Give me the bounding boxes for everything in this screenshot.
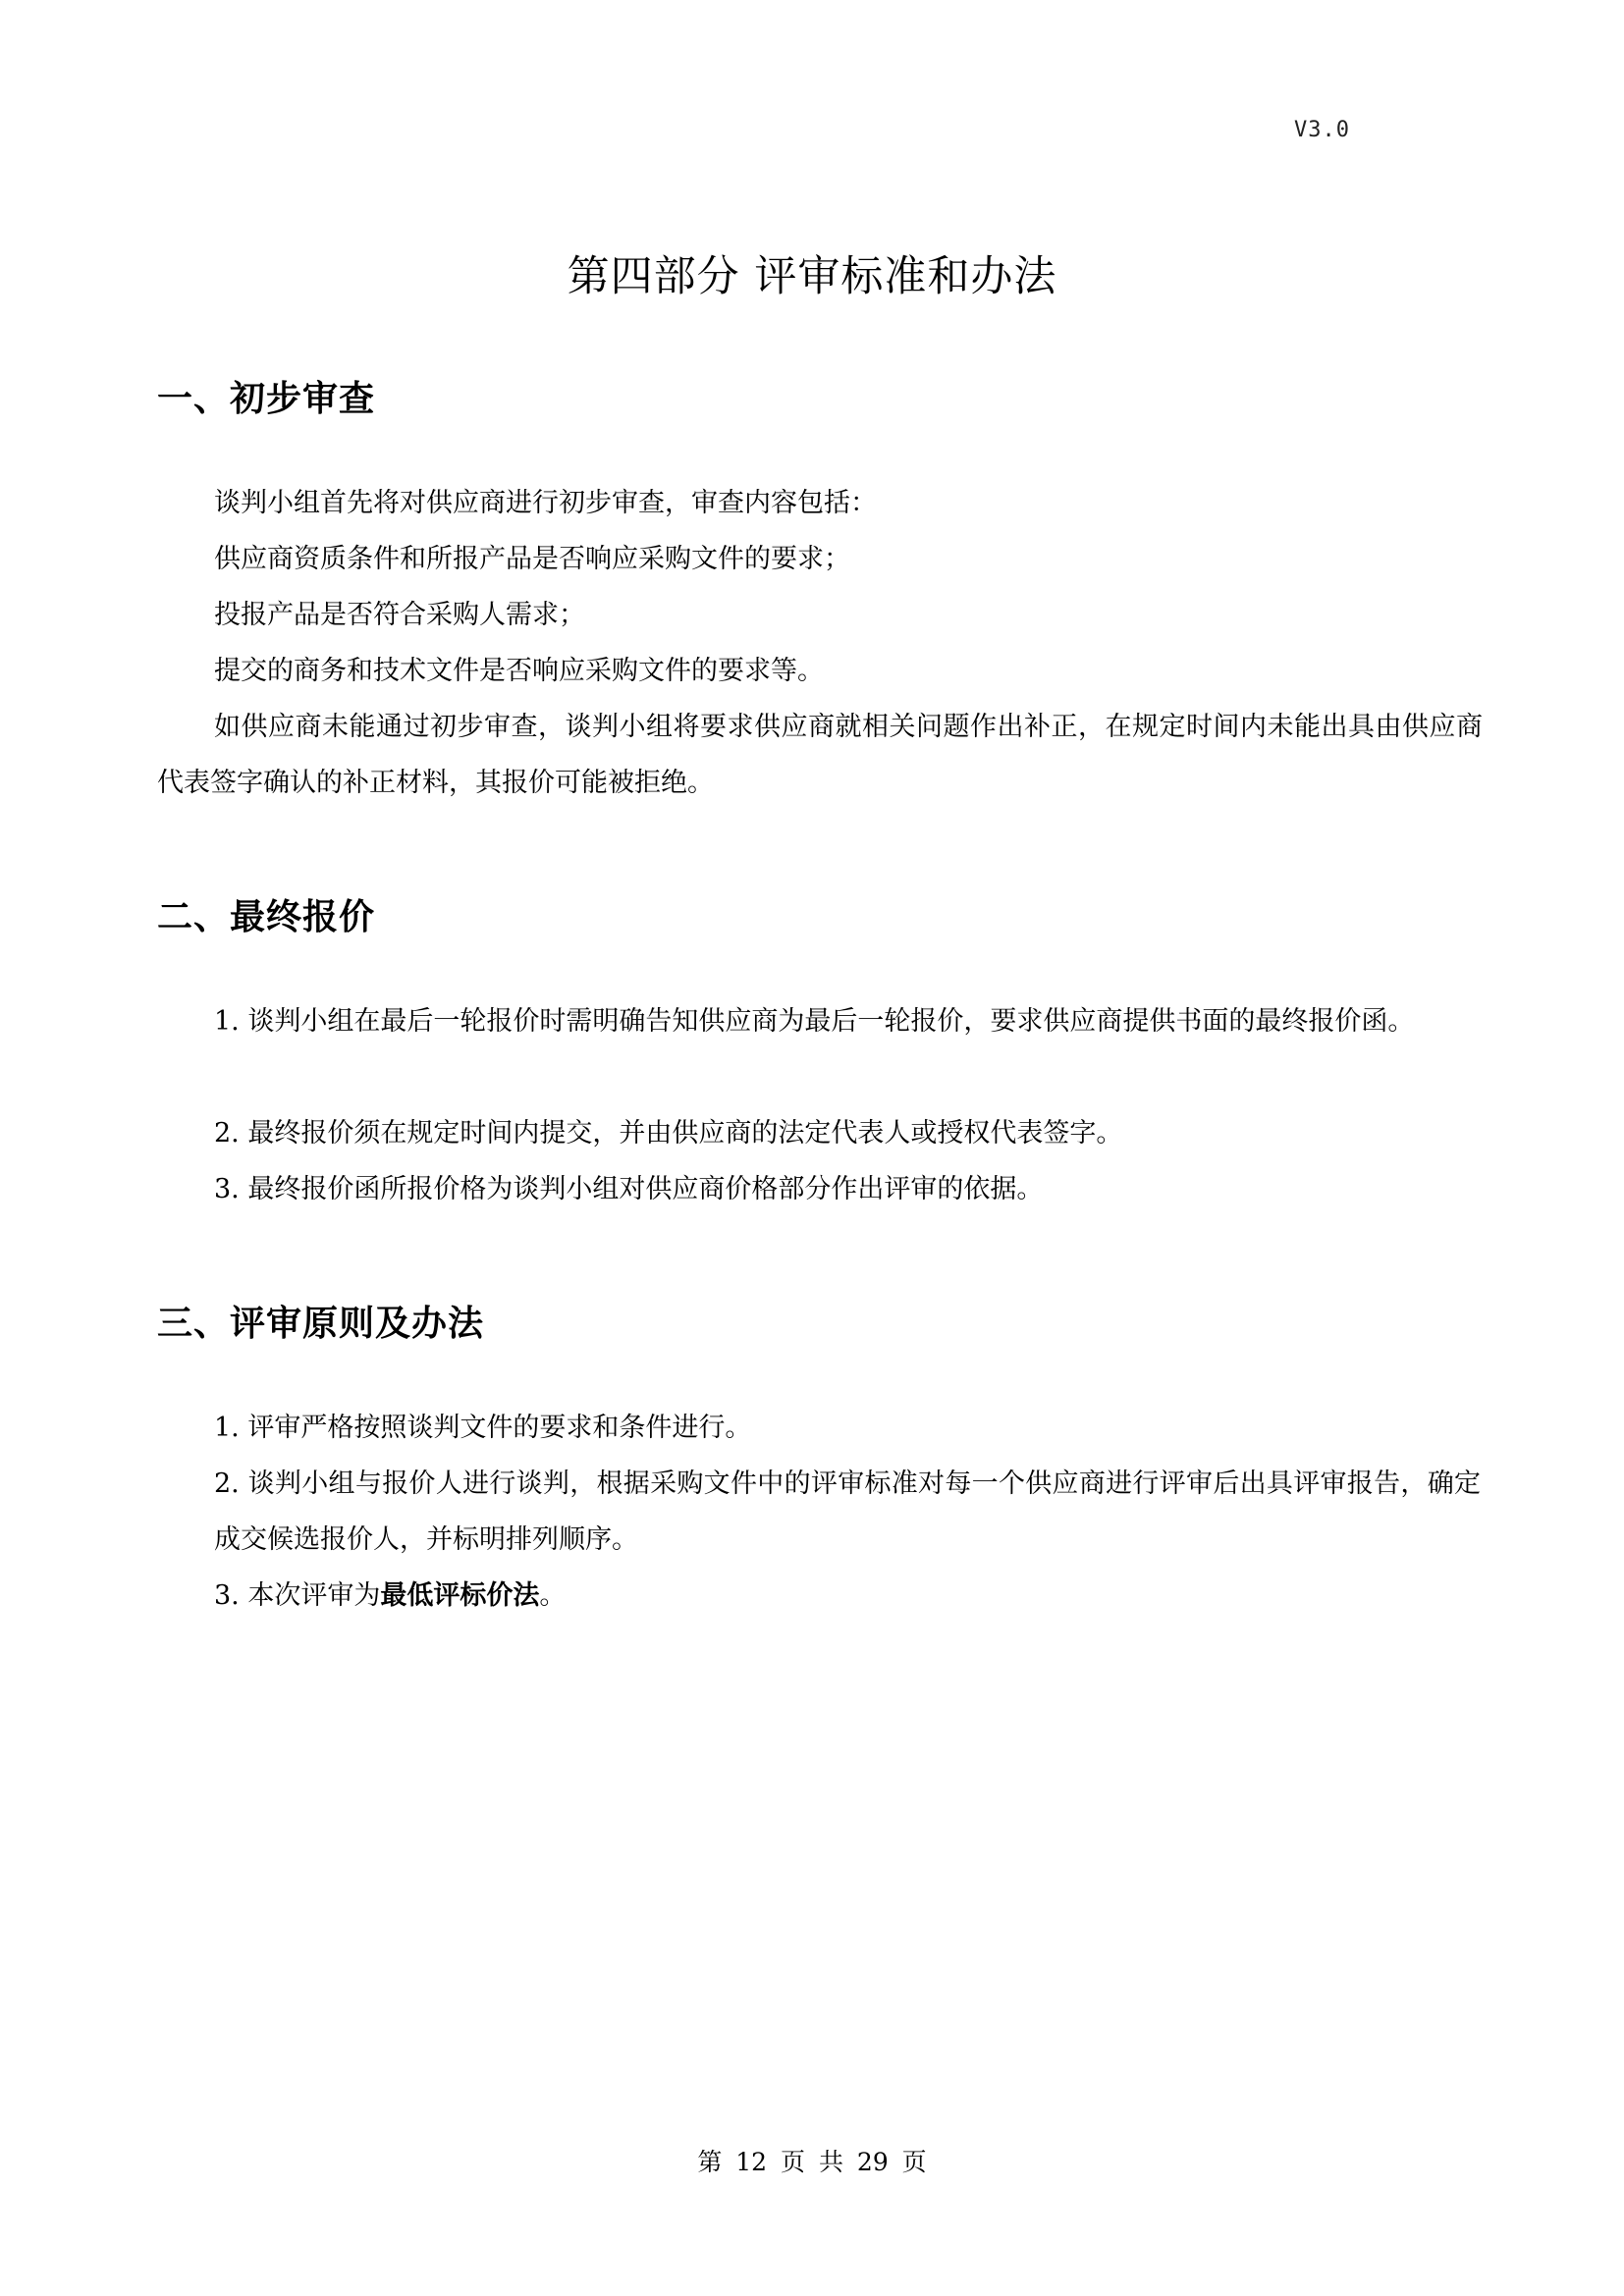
paragraph: 提交的商务和技术文件是否响应采购文件的要求等。 xyxy=(214,656,824,686)
page-footer: 第 12 页 共 29 页 xyxy=(697,2148,927,2176)
list-item xyxy=(214,1568,1481,1624)
paragraph: 如供应商未能通过初步审查，谈判小组将要求供应商就相关问题作出补正，在规定时间内未能出具由供应商代表签字确认的补正材料，其报价可能被拒绝。 xyxy=(157,712,1483,798)
list-item-prefix: 3. 本次评审为 xyxy=(214,1580,381,1611)
paragraph: 谈判小组首先将对供应商进行初步审查，审查内容包括： xyxy=(214,488,877,518)
evaluation-method: 最低评标价法 xyxy=(380,1580,540,1611)
section-heading-preliminary-review: 一、初步审查 xyxy=(157,379,376,419)
list-item: 2. 最终报价须在规定时间内提交，并由供应商的法定代表人或授权代表签字。 xyxy=(214,1118,1123,1148)
section-heading-evaluation-principles: 三、评审原则及办法 xyxy=(157,1304,485,1344)
part-title: 第四部分 评审标准和办法 xyxy=(567,252,1057,301)
list-item: 1. 谈判小组在最后一轮报价时需明确告知供应商为最后一轮报价，要求供应商提供书面的最终报价函。 xyxy=(214,1006,1415,1037)
paragraph: 供应商资质条件和所报产品是否响应采购文件的要求； xyxy=(214,544,850,574)
list-item: 1. 评审严格按照谈判文件的要求和条件进行。 xyxy=(214,1413,752,1443)
list-item: 3. 最终报价函所报价格为谈判小组对供应商价格部分作出评审的依据。 xyxy=(214,1174,1044,1204)
list-item-suffix: 。 xyxy=(539,1580,567,1611)
paragraph: 投报产品是否符合采购人需求； xyxy=(214,600,585,630)
list-item: 2. 谈判小组与报价人进行谈判，根据采购文件中的评审标准对每一个供应商进行评审后出具评审报告，确定成交候选报价人，并标明排列顺序。 xyxy=(214,1468,1481,1555)
section-heading-final-quote: 二、最终报价 xyxy=(157,897,376,937)
version-label: V3.0 xyxy=(1294,118,1350,142)
